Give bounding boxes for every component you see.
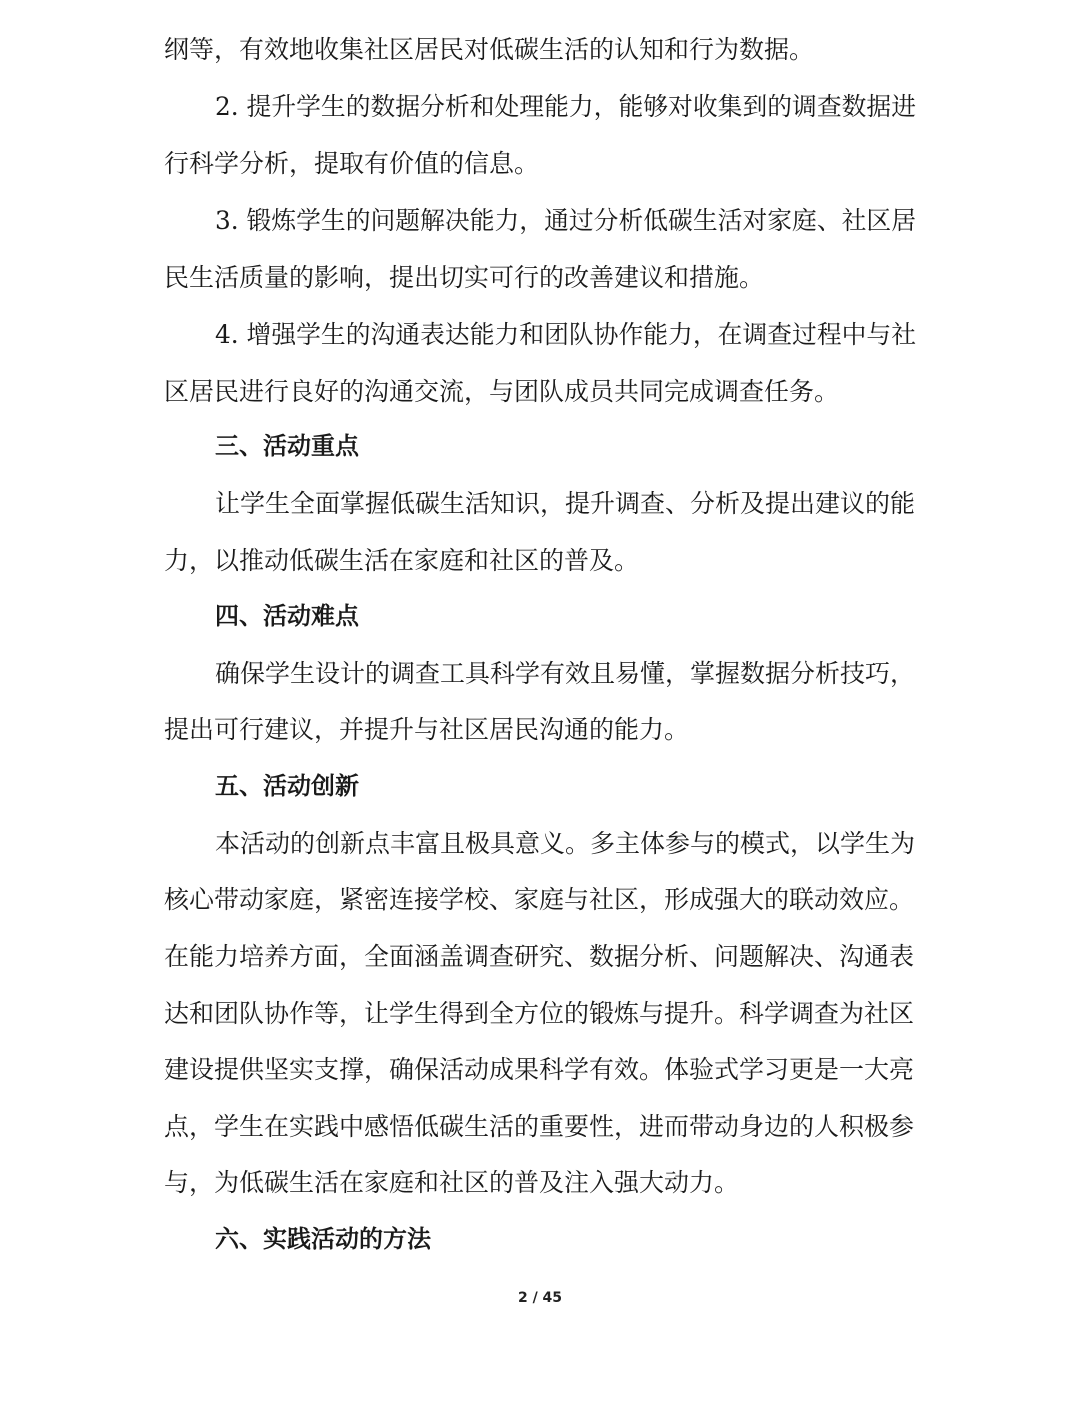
text-line: 确保学生设计的调查工具科学有效且易懂，掌握数据分析技巧， [215,659,916,688]
section-heading-innovation [0,758,1080,815]
text-line: 4. 增强学生的沟通表达能力和团队协作能力，在调查过程中与社 [215,320,917,349]
text-line: 核心带动家庭，紧密连接学校、家庭与社区，形成强大的联动效应。 [164,885,915,914]
text-line: 民生活质量的影响，提出切实可行的改善建议和措施。 [164,263,765,292]
heading-text: 三、活动重点 [215,432,359,460]
body-line [0,815,1080,872]
heading-text: 四、活动难点 [215,602,359,630]
body-line [0,363,1080,420]
list-item-4 [0,306,1080,363]
list-item-3 [0,192,1080,249]
text-line: 建设提供坚实支撑，确保活动成果科学有效。体验式学习更是一大亮 [164,1055,915,1084]
body-line [0,135,1080,192]
section-heading-key-points [0,418,1080,475]
body-line [0,645,1080,702]
text-line: 区居民进行良好的沟通交流，与团队成员共同完成调查任务。 [164,377,840,406]
body-line [0,532,1080,589]
text-line: 纲等，有效地收集社区居民对低碳生活的认知和行为数据。 [164,35,815,64]
text-line: 与，为低碳生活在家庭和社区的普及注入强大动力。 [164,1168,740,1197]
section-heading-difficulties [0,588,1080,645]
text-line: 达和团队协作等，让学生得到全方位的锻炼与提升。科学调查为社区 [164,999,915,1028]
heading-text: 六、实践活动的方法 [215,1225,431,1253]
page-number: 2 / 45 [517,1290,563,1306]
body-line [0,249,1080,306]
body-line [0,1041,1080,1098]
heading-text: 五、活动创新 [215,772,359,800]
text-line: 让学生全面掌握低碳生活知识，提升调查、分析及提出建议的能 [215,489,916,518]
text-line: 本活动的创新点丰富且极具意义。多主体参与的模式，以学生为 [215,829,916,858]
text-line: 力，以推动低碳生活在家庭和社区的普及。 [164,546,640,575]
body-line [0,475,1080,532]
text-line: 在能力培养方面，全面涵盖调查研究、数据分析、问题解决、沟通表 [164,942,915,971]
body-line [0,701,1080,758]
body-line [0,928,1080,985]
list-item-2 [0,78,1080,135]
body-line [0,21,1080,78]
body-line [0,1098,1080,1155]
body-line [0,985,1080,1042]
text-line: 点，学生在实践中感悟低碳生活的重要性，进而带动身边的人积极参 [164,1112,915,1141]
text-line: 提出可行建议，并提升与社区居民沟通的能力。 [164,715,690,744]
text-line: 2. 提升学生的数据分析和处理能力，能够对收集到的调查数据进 [215,92,917,121]
section-heading-methods [0,1211,1080,1268]
body-line [0,1154,1080,1211]
body-line [0,871,1080,928]
text-line: 3. 锻炼学生的问题解决能力，通过分析低碳生活对家庭、社区居 [215,206,917,235]
text-line: 行科学分析，提取有价值的信息。 [164,149,540,178]
